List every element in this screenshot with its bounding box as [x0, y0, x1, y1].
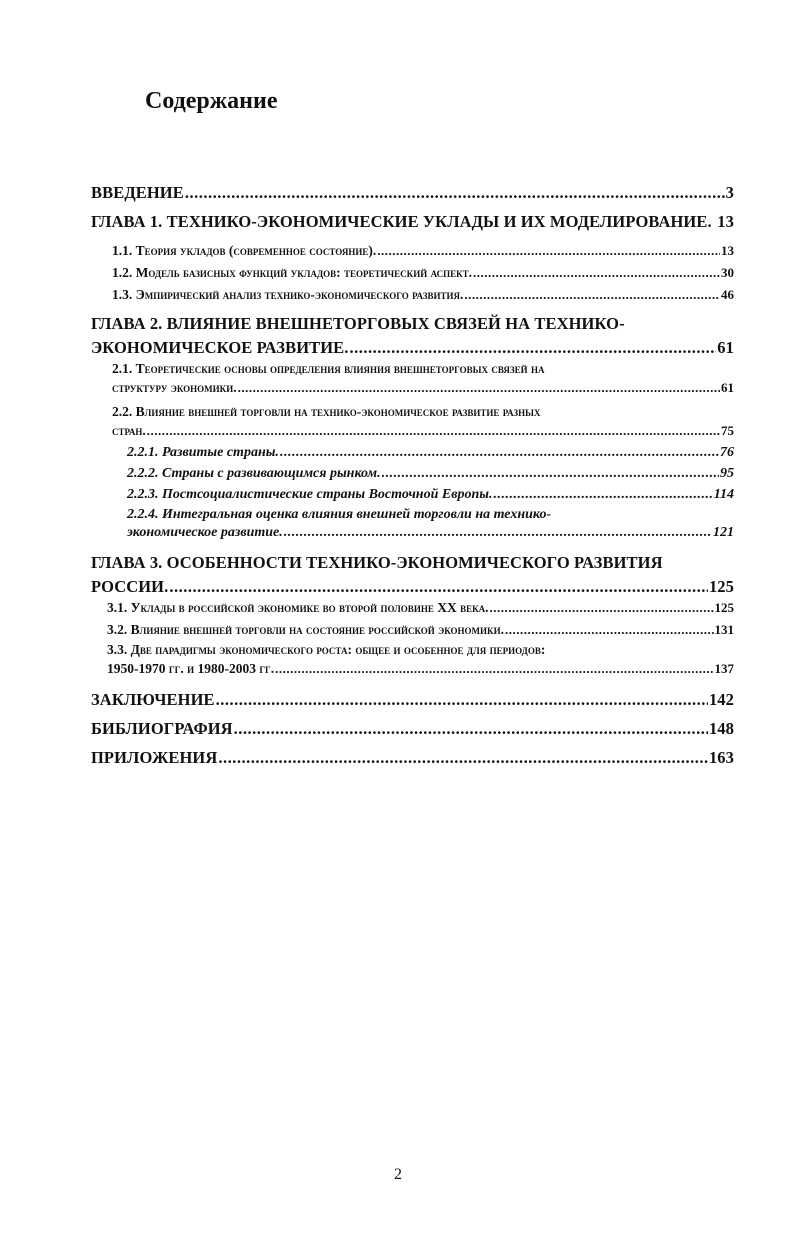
page-title: Содержание [145, 88, 278, 114]
toc-page: 75 [721, 423, 734, 438]
toc-entry-2-2-4[interactable] [127, 507, 734, 541]
toc-label-line-1: ГЛАВА 2. ВЛИЯНИЕ ВНЕШНЕТОРГОВЫХ СВЯЗЕЙ НА ТЕХНИКО- [91, 314, 625, 333]
toc-label: 2.2.2. Страны с развивающимся рынком. [127, 466, 381, 481]
toc-label: 1.3. Эмпирический анализ технико-экономического развития. [112, 287, 464, 302]
toc-label-line-2: структуру экономики. [112, 380, 237, 395]
toc-page: 125 [708, 577, 734, 596]
toc-label-line-1: 2.2.4. Интегральная оценка влияния внешней торговли на технико- [127, 507, 552, 522]
dot-leader [234, 719, 708, 739]
toc-page: 13 [721, 243, 734, 258]
dot-leader [147, 423, 720, 439]
toc-entry-1-2[interactable] [112, 265, 734, 281]
toc-page: 121 [713, 525, 734, 540]
toc-page: 76 [720, 445, 734, 460]
dot-leader [464, 287, 720, 303]
dot-leader [238, 380, 720, 396]
toc-page: 142 [708, 690, 734, 709]
toc-entry-intro[interactable] [91, 183, 734, 203]
toc-label-line-1: 2.1. Теоретические основы определения влияния внешнеторговых связей на [112, 361, 545, 376]
toc-label: ПРИЛОЖЕНИЯ [91, 748, 218, 767]
dot-leader [473, 265, 720, 281]
toc-label: ВВЕДЕНИЕ [91, 183, 184, 202]
toc-page: 95 [720, 466, 734, 481]
toc-label: ГЛАВА 1. ТЕХНИКО-ЭКОНОМИЧЕСКИЕ УКЛАДЫ И ИХ МОДЕЛИРОВАНИЕ. [91, 212, 712, 231]
toc-page: 131 [714, 622, 734, 637]
toc-entry-bibliography[interactable] [91, 719, 734, 739]
toc-entry-chapter-1[interactable] [91, 212, 734, 232]
toc-page: 125 [714, 600, 734, 615]
toc-label: ЗАКЛЮЧЕНИЕ [91, 690, 215, 709]
toc-label: 2.2.1. Развитые страны. [127, 445, 279, 460]
toc-label-line-1: 3.3. Две парадигмы экономического роста: общее и особенное для периодов: [107, 642, 546, 657]
dot-leader [382, 466, 719, 482]
dot-leader [275, 661, 713, 677]
toc-label: БИБЛИОГРАФИЯ [91, 719, 233, 738]
toc-page: 30 [721, 265, 734, 280]
toc-page: 148 [708, 719, 734, 738]
dot-leader [505, 622, 714, 638]
toc-page: 46 [721, 287, 734, 302]
toc-entry-appendix[interactable] [91, 748, 734, 768]
dot-leader [216, 690, 708, 710]
toc-entry-1-3[interactable] [112, 287, 734, 303]
toc-entry-3-2[interactable] [107, 622, 734, 638]
dot-leader [377, 243, 720, 259]
dot-leader [185, 183, 725, 203]
dot-leader [218, 748, 708, 768]
toc-page: 163 [708, 748, 734, 767]
dot-leader [284, 525, 712, 541]
toc-page: 114 [713, 487, 734, 502]
toc-page: 3 [725, 183, 734, 202]
toc-entry-2-2-2[interactable] [127, 466, 734, 482]
toc-label-line-2: стран. [112, 423, 146, 438]
toc-page: 13 [717, 212, 734, 231]
toc-label: 3.2. Влияние внешней торговли на состояние российской экономики. [107, 622, 504, 637]
toc-label-line-1: 2.2. Влияние внешней торговли на технико-экономическое развитие разных [112, 404, 541, 419]
toc-page: 61 [721, 380, 734, 395]
toc-label: 3.1. Уклады в российской экономике во второй половине XX века. [107, 600, 489, 615]
toc-label-line-2: ЭКОНОМИЧЕСКОЕ РАЗВИТИЕ. [91, 338, 349, 357]
toc-entry-conclusion[interactable] [91, 690, 734, 710]
dot-leader [169, 577, 708, 597]
toc-page: 61 [717, 338, 734, 357]
page-number: 2 [394, 1166, 402, 1183]
toc-label-line-2: 1950-1970 гг. и 1980-2003 гг. [107, 661, 275, 676]
toc-entry-chapter-3[interactable] [91, 553, 734, 597]
dot-leader [493, 487, 712, 503]
dot-leader [489, 600, 713, 616]
dot-leader [280, 445, 719, 461]
toc-label-line-2: РОССИИ. [91, 577, 169, 596]
toc-label-line-2: экономическое развитие. [127, 525, 283, 540]
toc-entry-3-1[interactable] [107, 600, 734, 616]
toc-entry-2-2-3[interactable] [127, 487, 734, 503]
toc-entry-2-1[interactable] [112, 361, 734, 396]
toc-label-line-1: ГЛАВА 3. ОСОБЕННОСТИ ТЕХНИКО-ЭКОНОМИЧЕСКОГО РАЗВИТИЯ [91, 553, 663, 572]
dot-leader [350, 338, 717, 358]
toc-entry-chapter-2[interactable] [91, 314, 734, 358]
toc-entry-1-1[interactable] [112, 243, 734, 259]
toc-label: 2.2.3. Постсоциалистические страны Восточной Европы. [127, 487, 493, 502]
toc-entry-2-2[interactable] [112, 404, 734, 439]
toc-entry-3-3[interactable] [107, 642, 734, 677]
toc-label: 1.1. Теория укладов (современное состояние). [112, 243, 377, 258]
toc-page: 137 [714, 661, 734, 676]
toc-entry-2-2-1[interactable] [127, 445, 734, 461]
toc-label: 1.2. Модель базисных функций укладов: теоретический аспект. [112, 265, 473, 280]
